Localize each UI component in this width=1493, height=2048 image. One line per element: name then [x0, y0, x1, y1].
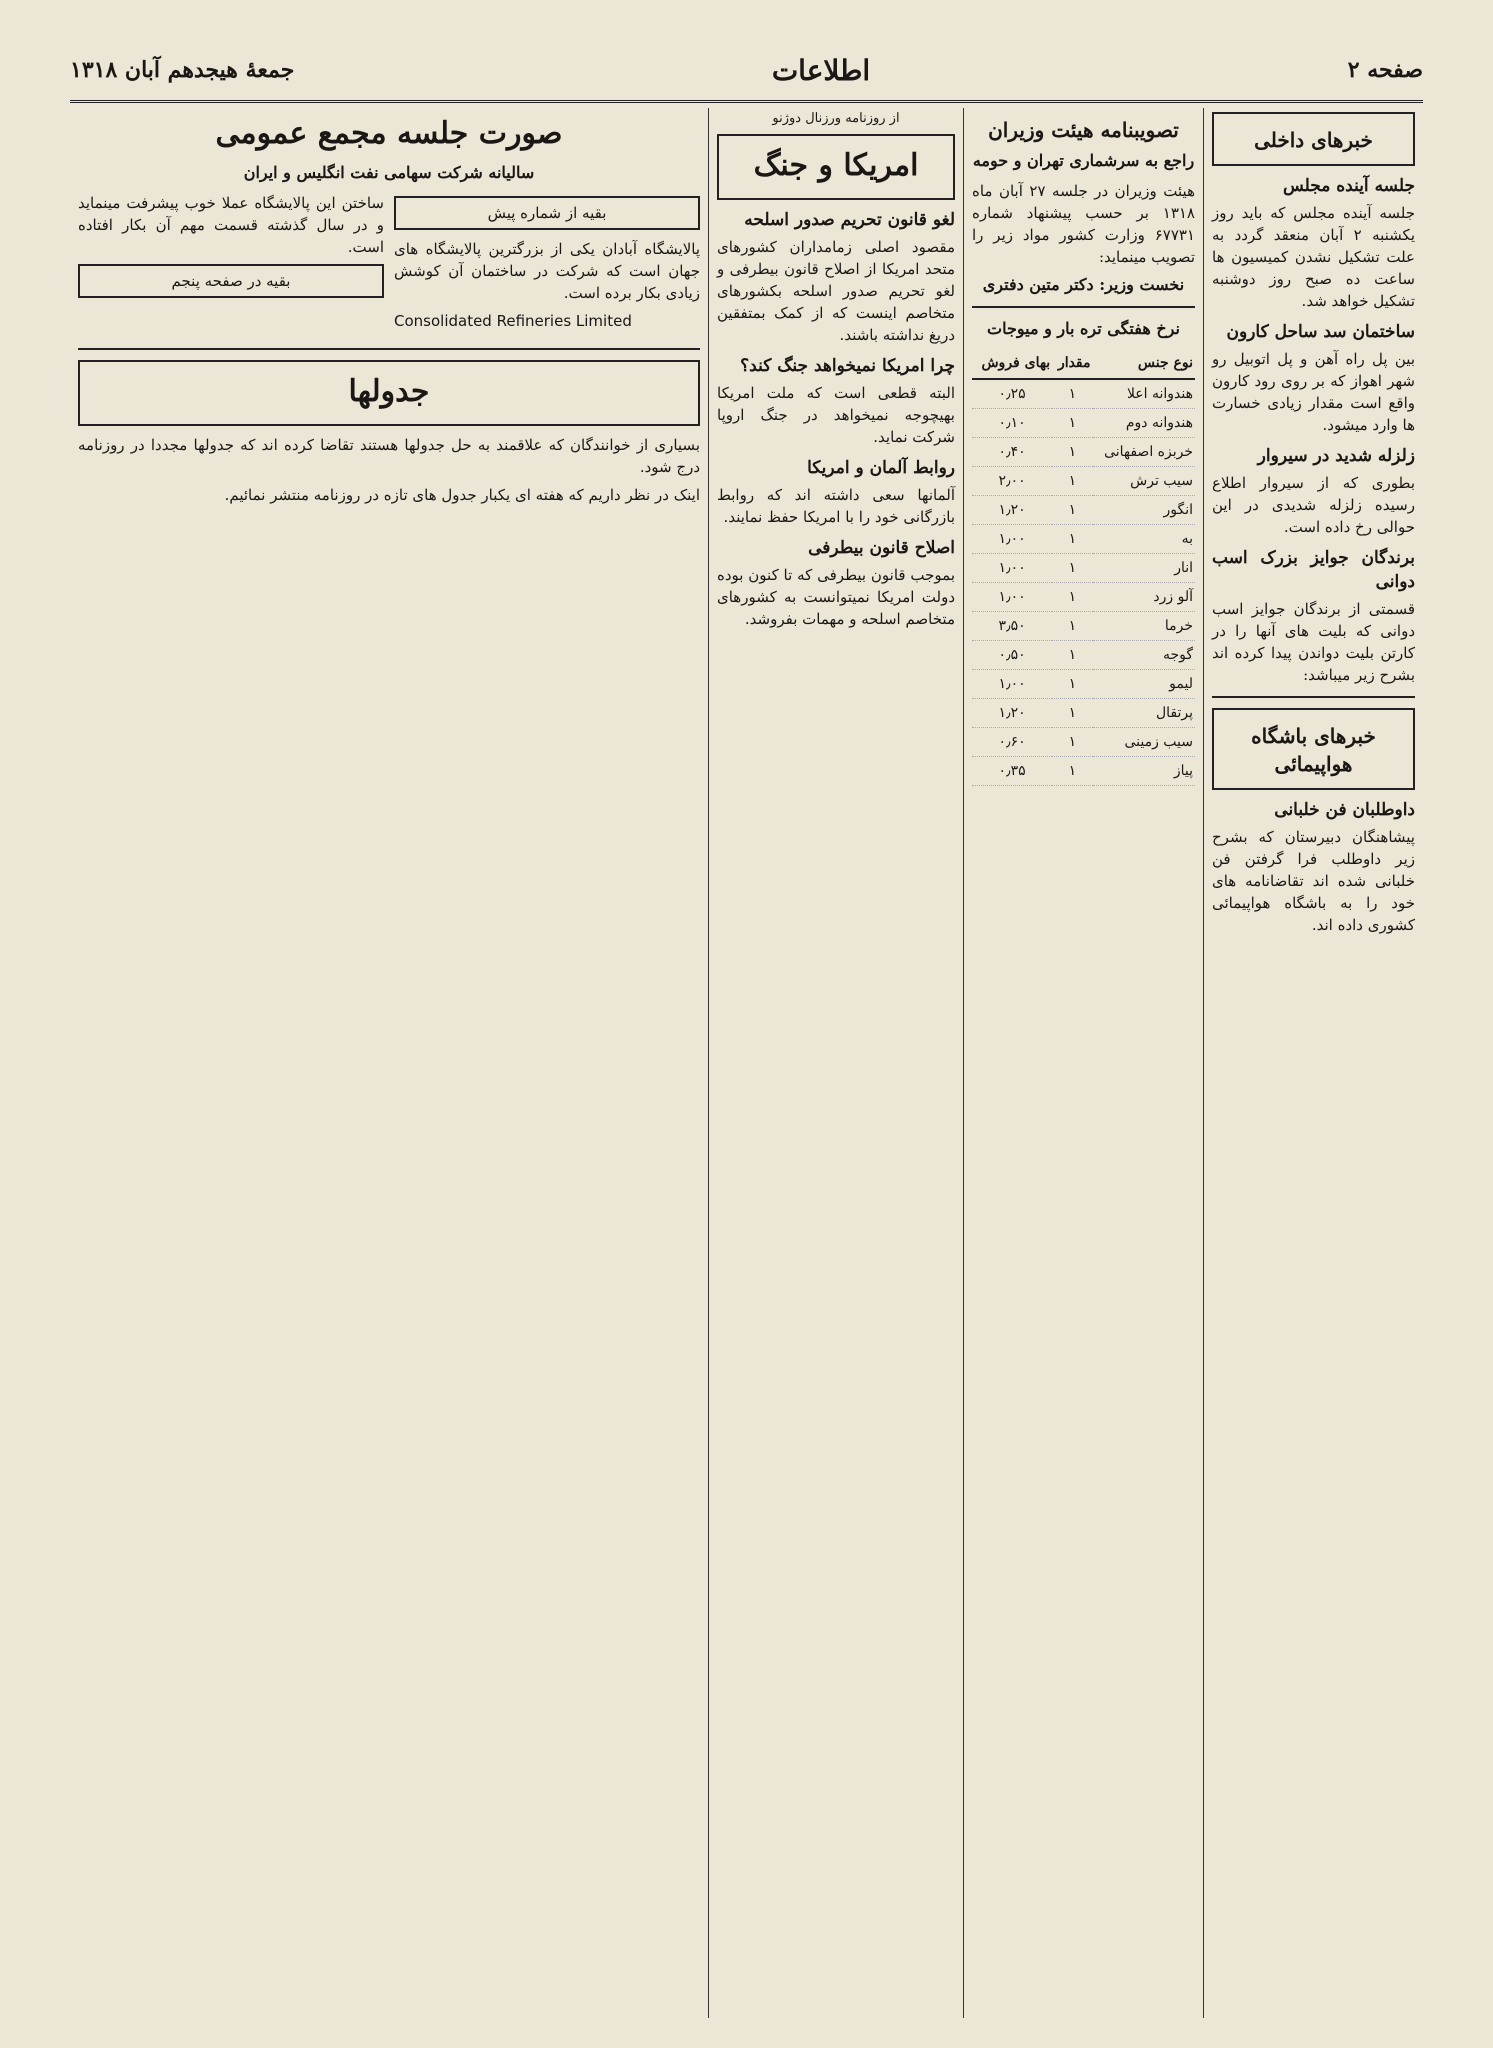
cabinet-body: هیئت وزیران در جلسه ۲۷ آبان ماه ۱۳۱۸ بر حسب پیشنهاد شماره ۶۷۷۳۱ وزارت کشور مواد زیر را تصویب مینماید:	[972, 182, 1195, 266]
table-row	[972, 670, 1195, 699]
table-cell: خربزه اصفهانی	[1093, 438, 1195, 467]
section-body: بموجب قانون بیطرفی که تا کنون بوده دولت امریکا نمیتوانست به کشورهای متخاصم اسلحه و مهمات بفروشد.	[717, 566, 955, 628]
table-cell: ۱	[1052, 438, 1092, 467]
table-cell: ۱	[1052, 699, 1092, 728]
assembly-column	[70, 108, 708, 2018]
table-cell: ۰٫۱۰	[972, 409, 1052, 438]
table-header: بهای فروش	[972, 348, 1052, 379]
table-cell: ۱٫۰۰	[972, 525, 1052, 554]
table-row	[972, 583, 1195, 612]
table-row	[972, 554, 1195, 583]
table-cell: ۱٫۰۰	[972, 583, 1052, 612]
section-head: اصلاح قانون بیطرفی	[808, 538, 955, 558]
kicker: از روزنامه ورزنال دوژنو	[772, 111, 900, 126]
assembly-title: صورت جلسه مجمع عمومی	[215, 116, 563, 151]
domestic-news-title: خبرهای داخلی	[1254, 128, 1373, 152]
minister-sign: نخست وزیر: دکتر متین دفتری	[982, 275, 1185, 294]
table-cell: ۱	[1052, 728, 1092, 757]
masthead	[70, 40, 1423, 103]
section-body: آلمانها سعی داشته اند که روابط بازرگانی خود را با امریکا حفظ نمایند.	[717, 486, 955, 526]
prices-title: نرخ هفتگی تره بار و میوجات	[987, 319, 1180, 338]
section-body: البته قطعی است که ملت امریکا بهیچوجه نمیخواهد در جنگ اروپا شرکت نماید.	[717, 384, 955, 446]
prices-table	[972, 348, 1195, 786]
table-row	[972, 467, 1195, 496]
table-cell: ۱٫۲۰	[972, 699, 1052, 728]
table-cell: آلو زرد	[1093, 583, 1195, 612]
table-row	[972, 641, 1195, 670]
clubs-head: داوطلبان فن خلبانی	[1274, 800, 1415, 820]
issue-date: جمعهٔ هیجدهم آبان ۱۳۱۸	[70, 57, 295, 83]
continued-on: بقیه در صفحه پنجم	[171, 272, 291, 290]
table-cell: ۱	[1052, 757, 1092, 786]
table-cell: پرتقال	[1093, 699, 1195, 728]
puzzles-body: بسیاری از خوانندگان که علاقمند به حل جدولها هستند تقاضا کرده اند که جدولها مجددا در روزنامه درج شود.	[78, 436, 700, 476]
news-head: برندگان جوایز بزرک اسب دوانی	[1212, 548, 1415, 592]
section-head: چرا امریکا نمیخواهد جنگ کند؟	[740, 356, 955, 376]
table-cell: ۱٫۰۰	[972, 554, 1052, 583]
news-body: قسمتی از برندگان جوایز اسب دوانی که بلیت های آنها را در کارتن بلیت دواندن پیدا کرده اند بشرح زیر میباشد:	[1212, 600, 1415, 684]
section-head: لغو قانون تحریم صدور اسلحه	[744, 210, 955, 230]
table-row	[972, 409, 1195, 438]
table-cell: لیمو	[1093, 670, 1195, 699]
table-cell: پیاز	[1093, 757, 1195, 786]
table-cell: ۱	[1052, 612, 1092, 641]
cabinet-title: تصویبنامه هیئت وزیران	[988, 118, 1179, 142]
table-cell: به	[1093, 525, 1195, 554]
table-row	[972, 728, 1195, 757]
page-number: صفحه ۲	[1347, 57, 1423, 83]
puzzles-title: جدولها	[348, 374, 430, 409]
table-row	[972, 525, 1195, 554]
table-cell: انار	[1093, 554, 1195, 583]
table-row	[972, 496, 1195, 525]
clubs-title: خبرهای باشگاه هواپیمائی	[1251, 724, 1376, 776]
table-row	[972, 612, 1195, 641]
table-cell: ۱	[1052, 525, 1092, 554]
america-column	[708, 108, 963, 2018]
table-cell: هندوانه دوم	[1093, 409, 1195, 438]
table-cell: ۱	[1052, 409, 1092, 438]
table-row	[972, 699, 1195, 728]
news-body: بطوری که از سیروار اطلاع رسیده زلزله شدیدی در این حوالی رخ داده است.	[1212, 474, 1415, 536]
clubs-body: پیشاهنگان دبیرستان که بشرح زیر داوطلب فرا گرفتن فن خلبانی شده اند تقاضانامه های خود را به باشگاه هواپیمائی کشوری داده اند.	[1212, 828, 1415, 934]
table-cell: گوجه	[1093, 641, 1195, 670]
table-cell: ۲٫۰۰	[972, 467, 1052, 496]
table-cell: ۱	[1052, 379, 1092, 409]
table-cell: ۰٫۵۰	[972, 641, 1052, 670]
table-cell: ۱٫۲۰	[972, 496, 1052, 525]
assembly-body: پالایشگاه آبادان یکی از بزرگترین پالایشگاه های جهان است که شرکت در ساختمان آن کوشش زیادی بکار برده است.	[394, 240, 700, 302]
table-cell: ۱	[1052, 641, 1092, 670]
section-head: روابط آلمان و امریکا	[807, 458, 955, 478]
assembly-subtitle: سالیانه شرکت سهامی نفت انگلیس و ایران	[243, 163, 535, 182]
table-cell: انگور	[1093, 496, 1195, 525]
table-cell: ۰٫۶۰	[972, 728, 1052, 757]
table-row	[972, 438, 1195, 467]
paper-name: اطلاعات	[771, 53, 871, 87]
table-row	[972, 379, 1195, 409]
section-body: مقصود اصلی زمامداران کشورهای متحد امریکا از اصلاح قانون بیطرفی و لغو تحریم صدور اسلحه بکشورهای متخاصم اینست که از کمک بمتفقین دریغ نداشته باشند.	[717, 238, 955, 344]
table-cell: ۳٫۵۰	[972, 612, 1052, 641]
puzzles-body: اینک در نظر داریم که هفته ای یکبار جدول های تازه در روزنامه منتشر نمائیم.	[224, 486, 700, 504]
domestic-news-column	[1203, 108, 1423, 2018]
news-head: جلسه آینده مجلس	[1282, 176, 1415, 196]
table-header: مقدار	[1052, 348, 1092, 379]
columns	[70, 108, 1423, 2018]
table-cell: ۰٫۳۵	[972, 757, 1052, 786]
table-cell: ۱	[1052, 670, 1092, 699]
table-cell: ۰٫۴۰	[972, 438, 1052, 467]
table-cell: هندوانه اعلا	[1093, 379, 1195, 409]
news-head: زلزله شدید در سیروار	[1257, 446, 1415, 466]
table-cell: ۱	[1052, 554, 1092, 583]
america-title: امریکا و جنگ	[753, 148, 919, 183]
news-body: بین پل راه آهن و پل اتوبیل رو شهر اهواز که بر روی رود کارون واقع است مقدار زیادی خسارت ها وارد میشود.	[1212, 350, 1415, 434]
table-cell: ۰٫۲۵	[972, 379, 1052, 409]
table-cell: خرما	[1093, 612, 1195, 641]
table-cell: سیب زمینی	[1093, 728, 1195, 757]
cabinet-subtitle: راجع به سرشماری تهران و حومه	[972, 151, 1195, 170]
news-body: جلسه آینده مجلس که باید روز یکشنبه ۲ آبان منعقد گردد به علت تشکیل نشدن کمیسیون ها ساعت ده صبح روز دوشنبه تشکیل خواهد شد.	[1212, 204, 1415, 310]
table-row	[972, 757, 1195, 786]
continued-label: بقیه از شماره پیش	[487, 204, 607, 222]
news-head: ساختمان سد ساحل کارون	[1226, 322, 1415, 342]
table-cell: سیب ترش	[1093, 467, 1195, 496]
assembly-body: ساختن این پالایشگاه عملا خوب پیشرفت مینماید و در سال گذشته قسمت مهم آن بکار افتاده است.	[78, 194, 384, 256]
cabinet-column	[963, 108, 1203, 2018]
table-cell: ۱٫۰۰	[972, 670, 1052, 699]
company-name: Consolidated Refineries Limited	[394, 312, 632, 330]
table-cell: ۱	[1052, 496, 1092, 525]
table-header: نوع جنس	[1093, 348, 1195, 379]
table-cell: ۱	[1052, 467, 1092, 496]
table-cell: ۱	[1052, 583, 1092, 612]
